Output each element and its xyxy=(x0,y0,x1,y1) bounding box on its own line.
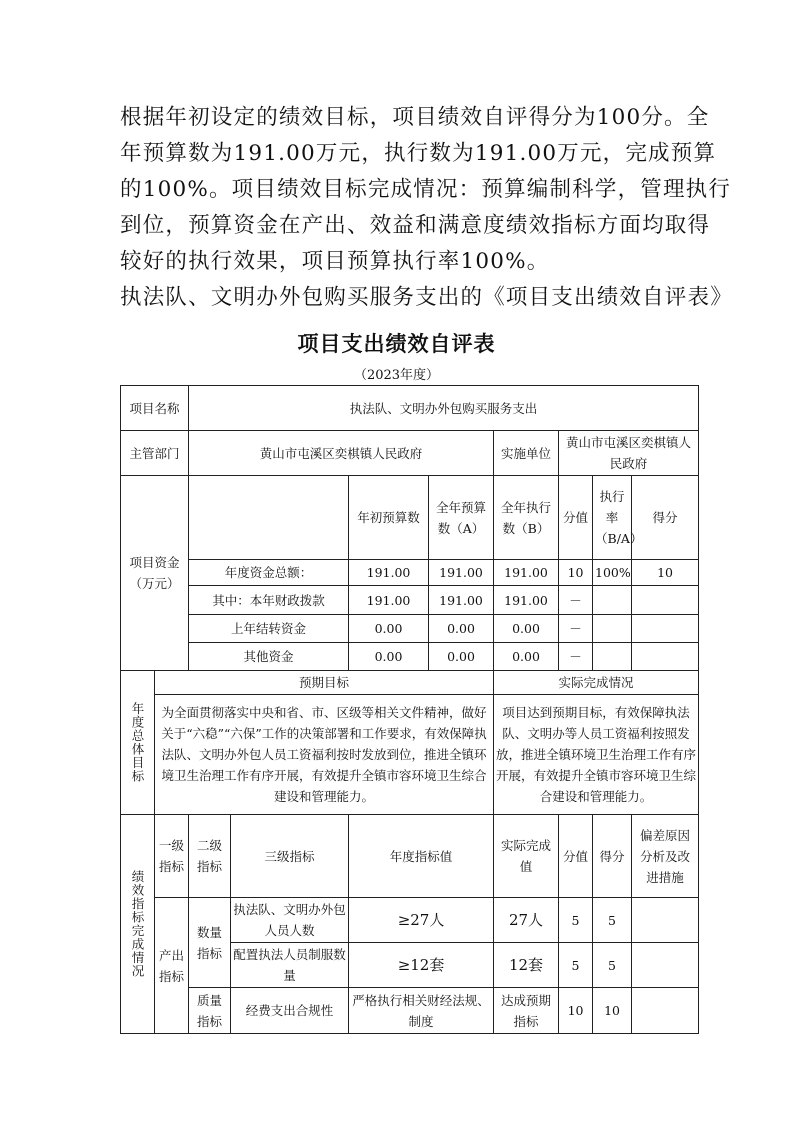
perf-reason xyxy=(632,943,699,988)
perf-score: 10 xyxy=(593,988,632,1034)
intro-line: 执法队、文明办外包购买服务支出的《项目支出绩效自评表》 xyxy=(120,285,733,310)
funds-cell: 10 xyxy=(559,560,593,586)
self-evaluation-table xyxy=(120,385,699,1034)
expected-text: 为全面贯彻落实中央和省、市、区级等相关文件精神，做好关于“六稳”“六保”工作的决策部署和工作要求，有效保障执法队、文明办外包人员工资福利按时发放到位，推进全镇环境卫生治理工作有序开展，有效提升全镇市容环境卫生综合建设和管理能力。 xyxy=(155,695,494,815)
perf-target: ≥12套 xyxy=(349,943,494,988)
perf-header-level3: 三级指标 xyxy=(231,815,349,898)
perf-level3: 经费支出合规性 xyxy=(231,988,349,1034)
table-row xyxy=(121,586,699,615)
funds-cell: 191.00 xyxy=(349,560,429,586)
funds-cell xyxy=(593,615,632,643)
project-name: 执法队、文明办外包购买服务支出 xyxy=(189,386,699,431)
funds-cell: 0.00 xyxy=(429,615,494,643)
quality-label: 质量指标 xyxy=(189,988,231,1034)
funds-cell xyxy=(632,643,699,671)
funds-cell: 10 xyxy=(632,560,699,586)
impl-value: 黄山市屯溪区奕棋镇人民政府 xyxy=(559,431,699,476)
funds-cell: － xyxy=(559,586,593,615)
perf-header-reason: 偏差原因分析及改进措施 xyxy=(632,815,699,898)
project-name-label: 项目名称 xyxy=(121,386,189,431)
funds-cell: 191.00 xyxy=(494,560,559,586)
funds-header-annual: 全年预算数（A） xyxy=(429,476,494,560)
table-row xyxy=(121,643,699,671)
funds-cell xyxy=(632,615,699,643)
perf-actual: 达成预期指标 xyxy=(494,988,559,1034)
funds-cell xyxy=(593,586,632,615)
perf-score-value: 5 xyxy=(559,943,593,988)
perf-header-score-value: 分值 xyxy=(559,815,593,898)
funds-cell: 191.00 xyxy=(429,586,494,615)
perf-actual: 12套 xyxy=(494,943,559,988)
perf-header-level1: 一级指标 xyxy=(155,815,189,898)
quantity-label: 数量指标 xyxy=(189,898,231,988)
perf-header-actual: 实际完成值 xyxy=(494,815,559,898)
table-row xyxy=(121,560,699,586)
table-row xyxy=(121,898,699,943)
funds-header-score: 得分 xyxy=(632,476,699,560)
expected-label: 预期目标 xyxy=(155,671,494,695)
perf-target: 严格执行相关财经法规、制度 xyxy=(349,988,494,1034)
output-label: 产出指标 xyxy=(155,898,189,1034)
table-year: （2023年度） xyxy=(353,368,440,383)
funds-cell: － xyxy=(559,615,593,643)
funds-cell xyxy=(593,643,632,671)
table-row xyxy=(121,615,699,643)
intro-line: 年预算数为191.00万元，执行数为191.00万元，完成预算 xyxy=(120,141,717,166)
funds-cell: 191.00 xyxy=(349,586,429,615)
funds-cell: 0.00 xyxy=(429,643,494,671)
perf-score-value: 5 xyxy=(559,898,593,943)
perf-reason xyxy=(632,988,699,1034)
funds-row-label: 上年结转资金 xyxy=(189,615,349,643)
funds-header-rate: 执行率（B/A） xyxy=(593,476,632,560)
impl-label: 实施单位 xyxy=(494,431,559,476)
actual-text: 项目达到预期目标，有效保障执法队、文明办等人员工资福利按照发放，推进全镇环境卫生治理工作有序开展，有效提升全镇市容环境卫生综合建设和管理能力。 xyxy=(494,695,699,815)
perf-reason xyxy=(632,898,699,943)
table-title: 项目支出绩效自评表 xyxy=(297,332,496,356)
perf-level3: 执法队、文明办外包人员人数 xyxy=(231,898,349,943)
perf-level3: 配置执法人员制服数量 xyxy=(231,943,349,988)
intro-line: 根据年初设定的绩效目标，项目绩效自评得分为100分。全 xyxy=(120,105,710,130)
funds-row-label: 其他资金 xyxy=(189,643,349,671)
table-row xyxy=(121,988,699,1034)
intro-line: 较好的执行效果，项目预算执行率100%。 xyxy=(120,249,550,274)
intro-line: 的100%。项目绩效目标完成情况：预算编制科学，管理执行 xyxy=(120,177,732,202)
perf-header-target: 年度指标值 xyxy=(349,815,494,898)
funds-header-blank xyxy=(189,476,349,560)
funds-cell: 0.00 xyxy=(494,643,559,671)
funds-label: 项目资金（万元） xyxy=(121,476,189,671)
funds-cell: 0.00 xyxy=(494,615,559,643)
funds-cell: 0.00 xyxy=(349,615,429,643)
dept-value: 黄山市屯溪区奕棋镇人民政府 xyxy=(189,431,494,476)
perf-score: 5 xyxy=(593,898,632,943)
perf-header-score: 得分 xyxy=(593,815,632,898)
perf-target: ≥27人 xyxy=(349,898,494,943)
funds-cell: 191.00 xyxy=(494,586,559,615)
funds-row-label: 其中：本年财政拨款 xyxy=(189,586,349,615)
funds-header-score-value: 分值 xyxy=(559,476,593,560)
funds-cell: － xyxy=(559,643,593,671)
funds-row-label: 年度资金总额： xyxy=(189,560,349,586)
funds-cell xyxy=(632,586,699,615)
perf-score-value: 10 xyxy=(559,988,593,1034)
funds-cell: 100% xyxy=(593,560,632,586)
perf-score: 5 xyxy=(593,943,632,988)
funds-header-initial: 年初预算数 xyxy=(349,476,429,560)
funds-header-executed: 全年执行数（B） xyxy=(494,476,559,560)
funds-cell: 0.00 xyxy=(349,643,429,671)
perf-header-level2: 二级指标 xyxy=(189,815,231,898)
actual-label: 实际完成情况 xyxy=(494,671,699,695)
perf-label: 绩效指标完成情况 xyxy=(121,815,155,1034)
dept-label: 主管部门 xyxy=(121,431,189,476)
funds-cell: 191.00 xyxy=(429,560,494,586)
goal-label: 年度总体目标 xyxy=(121,671,155,815)
intro-paragraph xyxy=(120,100,733,316)
perf-actual: 27人 xyxy=(494,898,559,943)
intro-line: 到位，预算资金在产出、效益和满意度绩效指标方面均取得 xyxy=(120,213,711,238)
